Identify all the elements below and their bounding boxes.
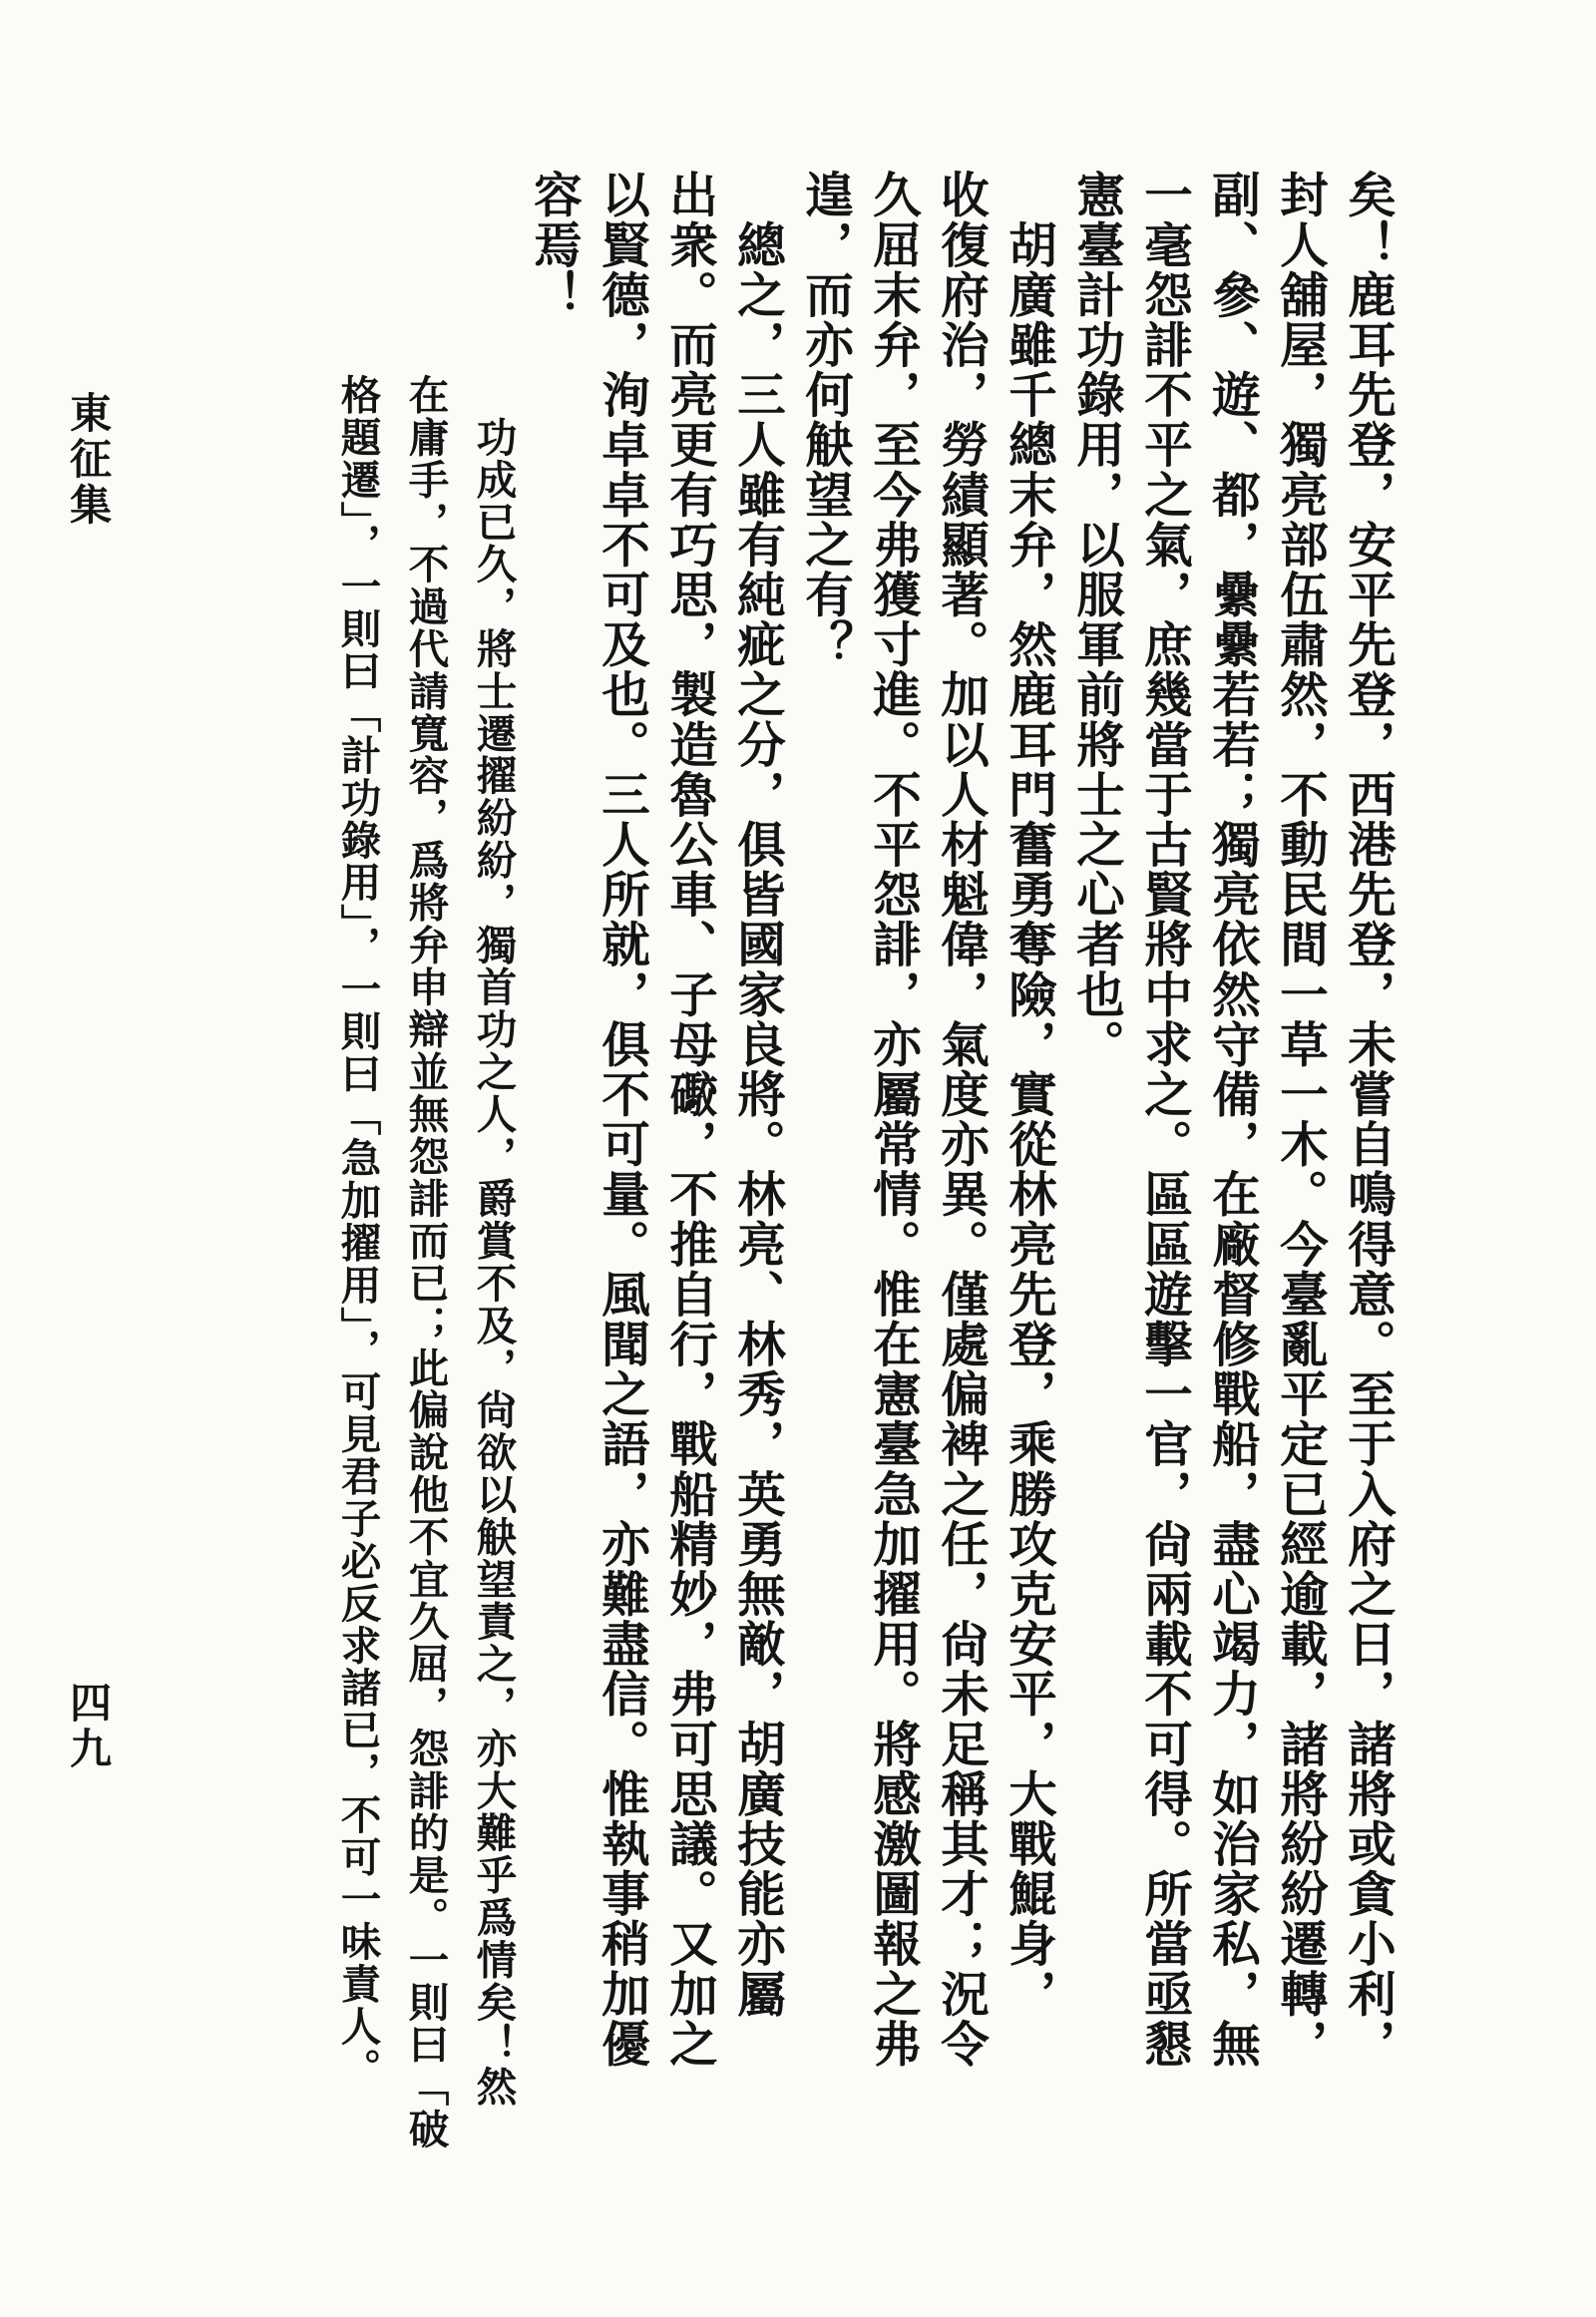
text-column: 總之，三人雖有純疵之分，俱皆國家良將。林亮、林秀，英勇無敵，胡廣技能亦屬 bbox=[728, 170, 786, 2019]
text-column: 封人舖屋，獨亮部伍肅然，不動民間一草一木。今臺亂平定已經逾載，諸將紛紛遷轉， bbox=[1271, 170, 1329, 2069]
text-column: 憲臺計功錄用，以服軍前將士之心者也。 bbox=[1067, 170, 1125, 1069]
text-column: 以賢德，洵卓卓不可及也。三人所就，俱不可量。風聞之語，亦難盡信。惟執事稍加優 bbox=[593, 170, 650, 2069]
page-number: 四九 bbox=[64, 1681, 113, 1772]
text-column: 久屈末弁，至今弗獲寸進。不平怨誹，亦屬常情。惟在憲臺急加擢用。將感激圖報之弗 bbox=[864, 170, 922, 2069]
text-column: 矣！鹿耳先登，安平先登，西港先登，未嘗自鳴得意。至于入府之日，諸將或貪小利， bbox=[1339, 170, 1396, 2069]
text-column: 出衆。而亮更有巧思，製造魯公車、子母礮，不推自行，戰船精妙，弗可思議。又加之 bbox=[660, 170, 718, 2069]
text-column: 副、參、遊、都，纍纍若若；獨亮依然守備，在廠督修戰船，盡心竭力，如治家私，無 bbox=[1203, 170, 1261, 2069]
text-column: 一毫怨誹不平之氣，庶幾當于古賢將中求之。區區遊擊一官，尙兩載不可得。所當亟懇 bbox=[1135, 170, 1193, 2069]
text-column: 胡廣雖千總末弁，然鹿耳門奮勇奪險，實從林亮先登，乘勝攻克安平，大戰鯤身， bbox=[999, 170, 1057, 2019]
commentary-column: 格題遷」，一則曰「計功錄用」，一則曰「急加擢用」，可見君子必反求諸已，不可一味責人。 bbox=[333, 374, 382, 2091]
text-column: 收復府治，勞績顯著。加以人材魁偉，氣度亦異。僅處偏裨之任，尙未足稱其才；況令 bbox=[932, 170, 990, 2069]
text-column: 遑，而亦何觖望之有？ bbox=[796, 170, 854, 669]
commentary-column: 在庸手，不過代請寬容，爲將弁申辯並無怨誹而已；此偏說他不宜久屈，怨誹的是。一則曰「破 bbox=[401, 374, 450, 2150]
commentary-column: 功成已久，將士遷擢紛紛，獨首功之人，爵賞不及，尙欲以觖望責之，亦大難乎爲情矣！然 bbox=[469, 374, 518, 2109]
text-column: 容焉！ bbox=[525, 170, 583, 320]
running-title: 東征集 bbox=[64, 391, 113, 529]
